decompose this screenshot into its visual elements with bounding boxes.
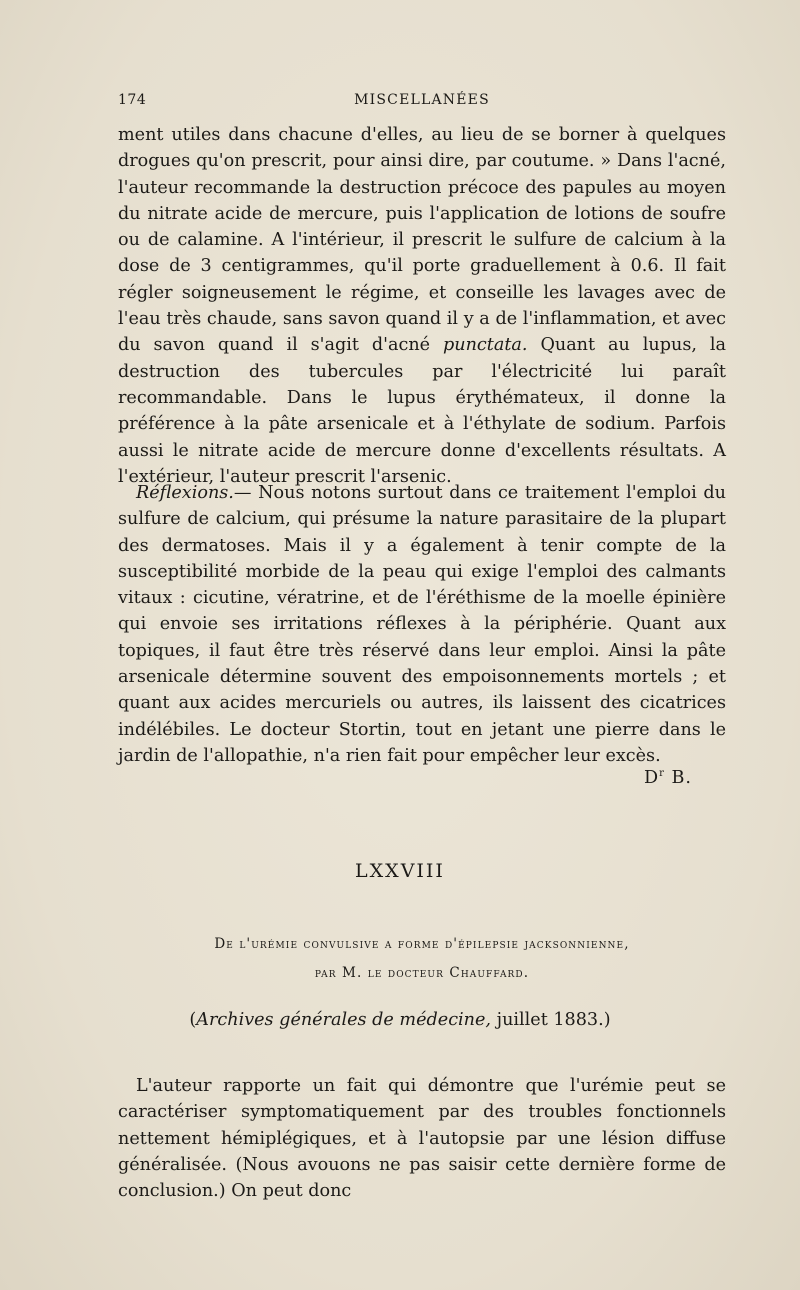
- paragraph-reflexions: [118, 480, 726, 769]
- signature-prefix: D: [643, 768, 660, 788]
- italic-term: punctata.: [443, 335, 528, 356]
- article-title: [118, 930, 726, 988]
- article-title-line-1: De l'urémie convulsive a forme d'épilepsie jacksonnienne,: [214, 936, 630, 952]
- article-source: [0, 1010, 800, 1030]
- running-title: MISCELLANÉES: [354, 92, 490, 108]
- running-head: [118, 92, 726, 112]
- article-title-line-2: par M. le docteur Chauffard.: [314, 965, 530, 981]
- reflexions-label: Réflexions.: [136, 483, 234, 503]
- author-signature: [644, 768, 692, 788]
- source-journal: Archives générales de médecine,: [196, 1010, 492, 1030]
- paragraph-uremie: [118, 1073, 726, 1204]
- chapter-number: LXXVIII: [355, 860, 445, 882]
- signature-name: B.: [671, 768, 692, 788]
- source-date: juillet 1883.): [496, 1010, 611, 1030]
- paragraph-text: Quant au lupus, la destruction des tubercules par l'électricité lui paraît recommandable. Dans le lupus érythémateux, il donne la préférence à la pâte arsenicale et à l'éthylate de sodium. Parfois aussi le nitrate acide de mercure donne d'excellents résultats. A l'extérieur, l'auteur prescrit l'arsenic.: [118, 335, 726, 487]
- paragraph-text: L'auteur rapporte un fait qui démontre que l'urémie peut se caractériser symptomatiquement par des troubles fonctionnels nettement hémiplégiques, et à l'autopsie par une lésion diffuse généralisée. (Nous avouons ne pas saisir cette dernière forme de conclusion.) On peut donc: [118, 1076, 726, 1202]
- paragraph-text: — Nous notons surtout dans ce traitement l'emploi du sulfure de calcium, qui présume la nature parasitaire de la plupart des dermatoses. Mais il y a également à tenir compte de la susceptibilité morbide de la peau qui exige l'emploi des calmants vitaux : cicutine, vératrine, et de l'éréthisme de la moelle épinière qui envoie ses irritations réflexes à la périphérie. Quant aux topiques, il faut être très réservé dans leur emploi. Ainsi la pâte arsenicale détermine souvent des empoisonnements mortels ; et quant aux acides mercuriels ou autres, ils laissent des cicatrices indélébiles. Le docteur Stortin, tout en jetant une pierre dans le jardin de l'allopathie, n'a rien fait pour empêcher leur excès.: [118, 483, 726, 766]
- source-open: (: [189, 1010, 197, 1030]
- page-number: 174: [118, 92, 147, 108]
- paragraph-text: ment utiles dans chacune d'elles, au lieu de se borner à quelques drogues qu'on prescrit, pour ainsi dire, par coutume. » Dans l'acné, l'auteur recommande la destruction précoce des papules au moyen du nitrate acide de mercure, puis l'application de lotions de soufre ou de calamine. A l'intérieur, il prescrit le sulfure de calcium à la dose de 3 centigrammes, qu'il porte graduellement à 0.6. Il fait régler soigneusement le régime, et conseille les lavages avec de l'eau très chaude, sans savon quand il y a de l'inflammation, et avec du savon quand il s'agit d'acné: [118, 125, 726, 356]
- signature-sup: r: [659, 768, 665, 780]
- paragraph-acne-lupus: [118, 122, 726, 490]
